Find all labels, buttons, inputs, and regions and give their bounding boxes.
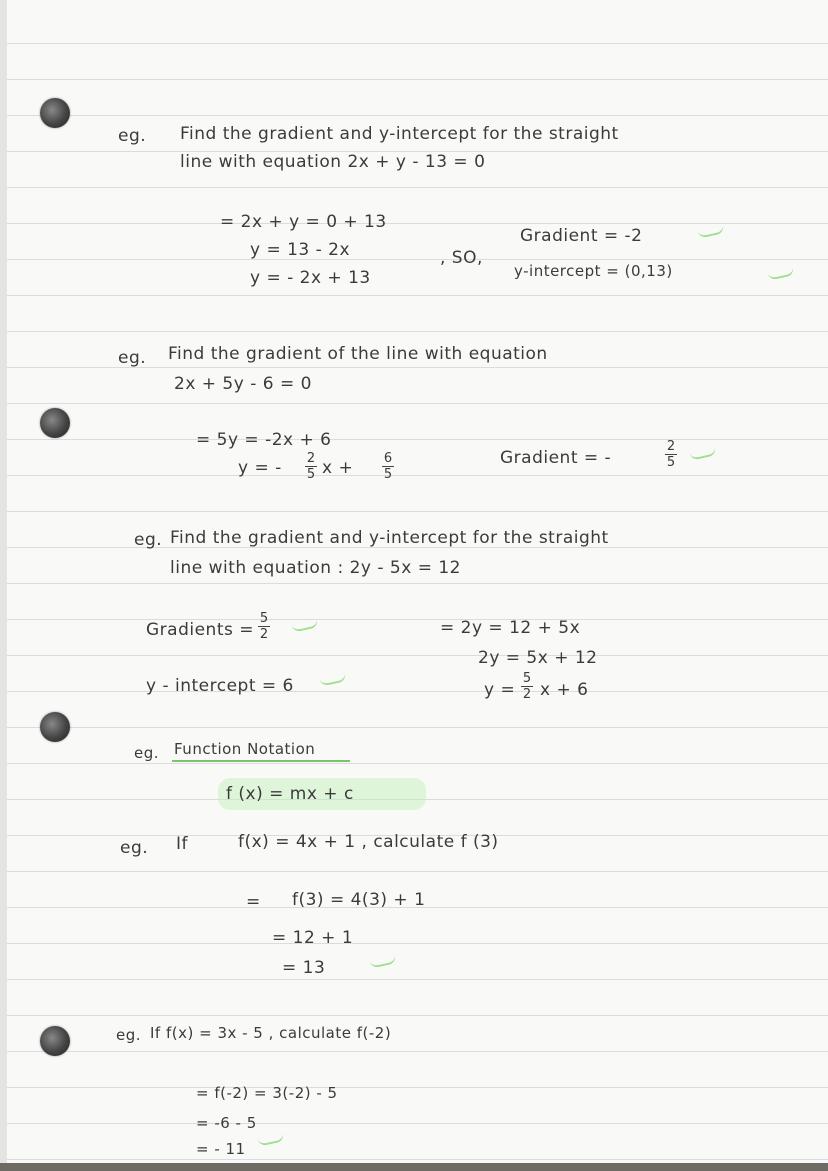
answer-line: Gradient = -	[500, 448, 612, 468]
punch-hole	[40, 1026, 70, 1056]
fraction	[521, 672, 533, 701]
answer-line: Gradients =	[146, 620, 254, 640]
example-label: eg.	[120, 838, 149, 858]
fraction	[258, 612, 270, 641]
numerator: 2	[306, 451, 316, 466]
question-line: Find the gradient of the line with equation	[168, 344, 548, 364]
check-mark	[689, 447, 716, 460]
question-word: If	[176, 834, 188, 854]
answer-line: y-intercept = (0,13)	[514, 262, 673, 280]
working-line: = 12 + 1	[272, 928, 354, 948]
working-line: x + 6	[540, 680, 589, 700]
example-label: eg.	[134, 530, 163, 550]
working-line: y = 13 - 2x	[250, 240, 351, 260]
working-line: = 5y = -2x + 6	[196, 430, 332, 450]
question-line: Find the gradient and y-intercept for the straight	[180, 124, 619, 144]
working-line: y = - 2x + 13	[250, 268, 371, 288]
question-line: If f(x) = 3x - 5 , calculate f(-2)	[150, 1024, 392, 1042]
question-line: 2x + 5y - 6 = 0	[174, 374, 312, 394]
question-line: line with equation : 2y - 5x = 12	[170, 558, 461, 578]
question-line: f(x) = 4x + 1 , calculate f (3)	[238, 832, 499, 852]
numerator: 2	[666, 439, 676, 454]
denominator: 5	[383, 467, 393, 482]
punch-hole	[40, 408, 70, 438]
heading-underline	[172, 760, 350, 762]
working-line: = - 11	[196, 1140, 246, 1158]
denominator: 5	[666, 455, 676, 470]
working-line: = 13	[282, 958, 326, 978]
fraction	[665, 440, 677, 469]
check-mark	[257, 1133, 284, 1146]
punch-hole	[40, 712, 70, 742]
check-mark	[319, 673, 346, 686]
working-line: 2y = 5x + 12	[478, 648, 598, 668]
answer-line: Gradient = -2	[520, 226, 643, 246]
working-line: = -6 - 5	[196, 1114, 257, 1132]
section-heading: Function Notation	[174, 740, 316, 758]
example-label: eg.	[118, 348, 147, 368]
example-label: eg.	[118, 126, 147, 146]
check-mark	[767, 267, 794, 280]
page-bottom-edge	[0, 1163, 828, 1171]
working-line: f(3) = 4(3) + 1	[292, 890, 426, 910]
check-mark	[291, 619, 318, 632]
denominator: 2	[259, 627, 269, 642]
question-line: line with equation 2x + y - 13 = 0	[180, 152, 486, 172]
connector-text: , SO,	[440, 248, 483, 268]
numerator: 6	[383, 451, 393, 466]
check-mark	[697, 225, 724, 238]
denominator: 5	[306, 467, 316, 482]
working-line: y = -	[238, 458, 282, 478]
working-line: = 2x + y = 0 + 13	[220, 212, 387, 232]
fraction	[382, 452, 394, 481]
punch-hole	[40, 98, 70, 128]
numerator: 5	[522, 671, 532, 686]
page-edge	[0, 0, 7, 1171]
denominator: 2	[522, 687, 532, 702]
fraction	[305, 452, 317, 481]
working-line: y =	[484, 680, 516, 700]
working-line: =	[246, 892, 261, 912]
working-line: x +	[322, 458, 354, 478]
answer-line: y - intercept = 6	[146, 676, 294, 696]
working-line: = f(-2) = 3(-2) - 5	[196, 1084, 338, 1102]
question-line: Find the gradient and y-intercept for the straight	[170, 528, 609, 548]
check-mark	[369, 955, 396, 968]
example-label: eg.	[134, 744, 160, 762]
example-label: eg.	[116, 1026, 142, 1044]
working-line: = 2y = 12 + 5x	[440, 618, 581, 638]
numerator: 5	[259, 611, 269, 626]
formula: f (x) = mx + c	[226, 784, 354, 804]
